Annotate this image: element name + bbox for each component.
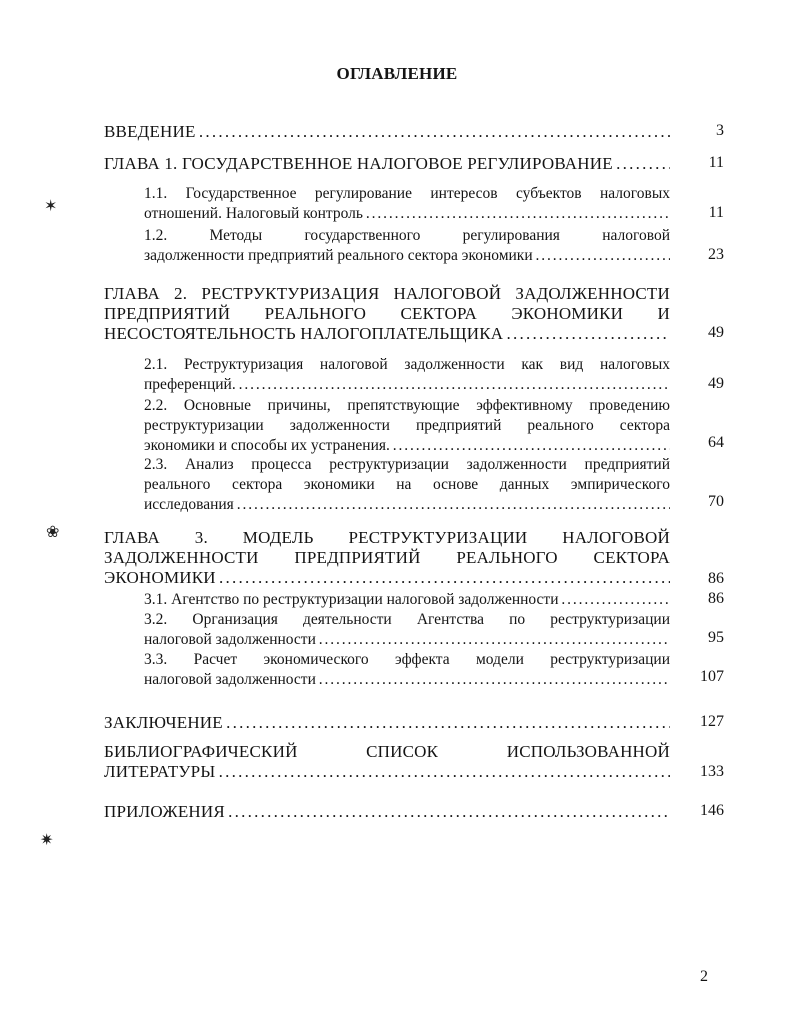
toc-page-number: 95 [708,629,724,646]
page-footer-number: 2 [700,968,708,985]
toc-entry-line: экономики и способы их устранения. . . . [144,436,670,456]
toc-entry-line: налоговой задолженности . . . [144,670,670,690]
scan-artifact-mark: ✷ [40,832,54,849]
toc-entry-line: ГЛАВА 3. МОДЕЛЬ РЕСТРУКТУРИЗАЦИИ НАЛОГОВОЙ [104,528,670,547]
toc-entry-line: 3.2. Организация деятельности Агентства по реструктуризации [144,611,670,628]
toc-page-number: 127 [700,713,724,730]
toc-entry-line: 2.3. Анализ процесса реструктуризации задолженности предприятий [144,456,670,473]
toc-entry-line: 1.1. Государственное регулирование интересов субъектов налоговых [144,185,670,202]
toc-entry-line: задолженности предприятий реального сектора экономики . . . [144,246,670,266]
toc-entry-section-1-1 [144,184,670,224]
toc-entry-line: ПРЕДПРИЯТИЙ РЕАЛЬНОГО СЕКТОРА ЭКОНОМИКИ И [104,304,670,323]
toc-page-number: 86 [708,570,724,587]
scan-artifact-mark: ✶ [44,198,58,215]
toc-entry-section-3-2 [144,610,670,650]
toc-page-number: 3 [716,122,724,139]
toc-entry-line: реструктуризации задолженности предприятий реального сектора [144,417,670,434]
page-title: ОГЛАВЛЕНИЕ [336,64,458,83]
toc-entry-chapter-3 [104,528,670,588]
toc-page-number: 107 [700,668,724,685]
toc-entry-line: отношений. Налоговый контроль . . . [144,204,670,224]
toc-entry-conclusion [104,713,670,733]
toc-entry-line: 2.2. Основные причины, препятствующие эффективному проведению [144,397,670,414]
toc-page-number: 133 [700,763,724,780]
toc-entry-section-2-2 [144,396,670,456]
toc-entry-section-3-1 [144,590,670,610]
toc-page-number: 23 [708,246,724,263]
toc-entry-line: налоговой задолженности . . . [144,630,670,650]
toc-entry-appendices [104,802,670,822]
toc-entry-line: ГЛАВА 2. РЕСТРУКТУРИЗАЦИЯ НАЛОГОВОЙ ЗАДОЛЖЕННОСТИ [104,284,670,303]
toc-entry-introduction [104,122,670,142]
toc-entry-section-2-1 [144,355,670,395]
toc-entry-section-1-2 [144,226,670,266]
toc-page-number: 86 [708,590,724,607]
toc-entry-text: 3.1. Агентство по реструктуризации налоговой задолженности . . . [144,590,670,610]
toc-entry-chapter-1 [104,154,670,174]
toc-page-number: 11 [708,204,724,221]
toc-entry-text: ЗАКЛЮЧЕНИЕ . . . [104,713,670,733]
toc-entry-section-2-3 [144,455,670,515]
toc-entry-line: реального сектора экономики на основе данных эмпирического [144,476,670,493]
toc-page-number: 146 [700,802,724,819]
toc-entry-line: БИБЛИОГРАФИЧЕСКИЙ СПИСОК ИСПОЛЬЗОВАННОЙ [104,742,670,761]
toc-entry-line: НЕСОСТОЯТЕЛЬНОСТЬ НАЛОГОПЛАТЕЛЬЩИКА . . . [104,324,670,344]
toc-page-number: 49 [708,375,724,392]
scan-artifact-mark: ❀ [46,524,60,541]
toc-page-number: 11 [708,154,724,171]
toc-entry-line: 1.2. Методы государственного регулирования налоговой [144,227,670,244]
toc-entry-line: исследования . . . [144,495,670,515]
toc-entry-line: ЗАДОЛЖЕННОСТИ ПРЕДПРИЯТИЙ РЕАЛЬНОГО СЕКТОРА [104,548,670,567]
toc-entry-text: ПРИЛОЖЕНИЯ . . . [104,802,670,822]
toc-entry-line: преференций. . . . [144,375,670,395]
toc-entry-text: ВВЕДЕНИЕ . . . [104,122,670,142]
toc-entry-line: 3.3. Расчет экономического эффекта модели реструктуризации [144,651,670,668]
toc-page-number: 70 [708,493,724,510]
toc-page-number: 64 [708,434,724,451]
toc-page-number: 49 [708,324,724,341]
toc-entry-line: 2.1. Реструктуризация налоговой задолженности как вид налоговых [144,356,670,373]
toc-entry-section-3-3 [144,650,670,690]
toc-entry-chapter-2 [104,284,670,344]
toc-entry-line: ЭКОНОМИКИ . . . [104,568,670,588]
toc-entry-bibliography [104,742,670,782]
toc-entry-text: ГЛАВА 1. ГОСУДАРСТВЕННОЕ НАЛОГОВОЕ РЕГУЛИРОВАНИЕ . . . [104,154,670,174]
toc-entry-line: ЛИТЕРАТУРЫ . . . [104,762,670,782]
